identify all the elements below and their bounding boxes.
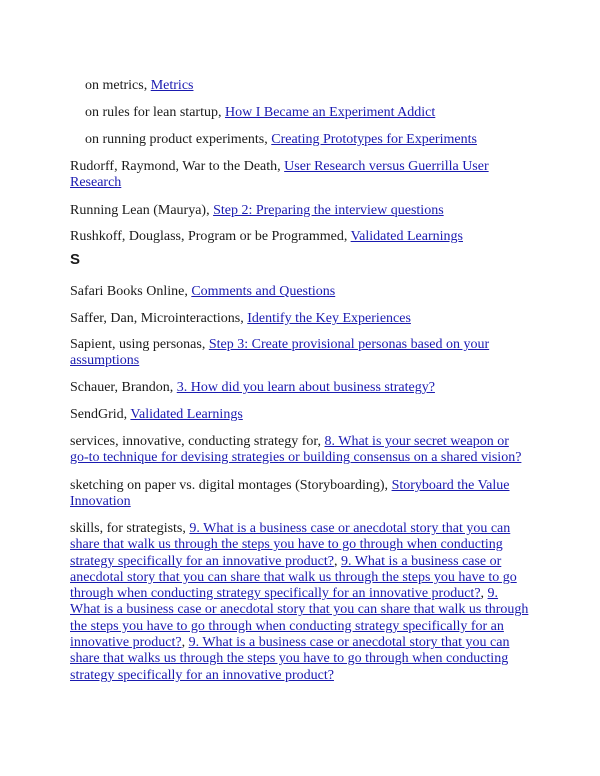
index-entry	[85, 132, 530, 148]
entry-link[interactable]: 9. What is a business case or anecdotal story that you can share that walk us through the steps you have to go through when conducting strategy specifically for an innovative product?	[70, 586, 529, 651]
entry-link[interactable]: Step 3: Create provisional personas based on your assumptions	[70, 337, 490, 369]
entry-link[interactable]: 9. What is a business case or anecdotal story that you can share that walk us through the steps you have to go through when conducting strategy specifically for an innovative product?	[70, 521, 511, 569]
entry-text: on running product experiments,	[85, 132, 272, 147]
index-entry	[70, 337, 530, 370]
link-separator: ,	[333, 553, 341, 569]
entry-text: skills, for strategists,	[70, 521, 190, 536]
entry-text: Running Lean (Maurya),	[70, 203, 214, 218]
entry-link[interactable]: Step 2: Preparing the interview questions	[213, 203, 444, 218]
entry-link[interactable]: 8. What is your secret weapon or go-to technique for devising strategies or building consensus on a shared vision?	[70, 434, 522, 466]
entry-text: Saffer, Dan, Microinteractions,	[70, 311, 248, 326]
index-entry	[70, 203, 530, 219]
entry-text: Rudorff, Raymond, War to the Death,	[70, 159, 285, 174]
entry-text: Safari Books Online,	[70, 284, 192, 299]
section-heading: S	[70, 251, 81, 268]
entry-text: on rules for lean startup,	[85, 105, 225, 120]
index-entry	[70, 434, 530, 467]
entry-link[interactable]: Validated Learnings	[350, 229, 463, 244]
index-entry	[70, 521, 530, 684]
entry-text: Schauer, Brandon,	[70, 380, 177, 395]
index-entry	[70, 229, 530, 245]
entry-text: Rushkoff, Douglass, Program or be Programmed,	[70, 229, 351, 244]
entry-link[interactable]: User Research versus Guerrilla User Research	[70, 159, 489, 191]
entry-link[interactable]: Comments and Questions	[191, 284, 336, 299]
index-entry	[85, 78, 530, 94]
entry-text: on metrics,	[85, 78, 151, 93]
entry-link[interactable]: Storyboard the Value Innovation	[70, 478, 510, 510]
link-separator: ,	[181, 635, 189, 651]
index-entry	[70, 311, 530, 327]
link-separator: ,	[480, 586, 488, 602]
entry-text: SendGrid,	[70, 407, 131, 422]
index-entry	[70, 284, 530, 300]
entry-link[interactable]: 9. What is a business case or anecdotal story that you can share that walk us through the steps you have to go through when conducting strategy specifically for an innovative product?	[70, 553, 517, 602]
entry-link[interactable]: 9. What is a business case or anecdotal story that you can share that walks us through the steps you have to go through when conducting strategy specifically for an innovative product?	[70, 635, 510, 683]
entry-link[interactable]: Creating Prototypes for Experiments	[271, 132, 477, 147]
entry-text: Sapient, using personas,	[70, 337, 209, 352]
index-entry	[70, 407, 530, 423]
entry-link[interactable]: How I Became an Experiment Addict	[224, 105, 436, 120]
entry-link[interactable]: Identify the Key Experiences	[247, 311, 411, 326]
entry-text: services, innovative, conducting strategy for,	[70, 434, 325, 449]
index-entry	[70, 380, 530, 396]
index-entry	[70, 478, 530, 511]
entry-text: sketching on paper vs. digital montages (Storyboarding),	[70, 478, 392, 493]
entry-link[interactable]: Metrics	[150, 78, 194, 93]
entry-link[interactable]: Validated Learnings	[130, 407, 243, 422]
index-entry	[85, 105, 530, 121]
index-entry	[70, 159, 530, 192]
entry-link[interactable]: 3. How did you learn about business strategy?	[176, 380, 435, 395]
